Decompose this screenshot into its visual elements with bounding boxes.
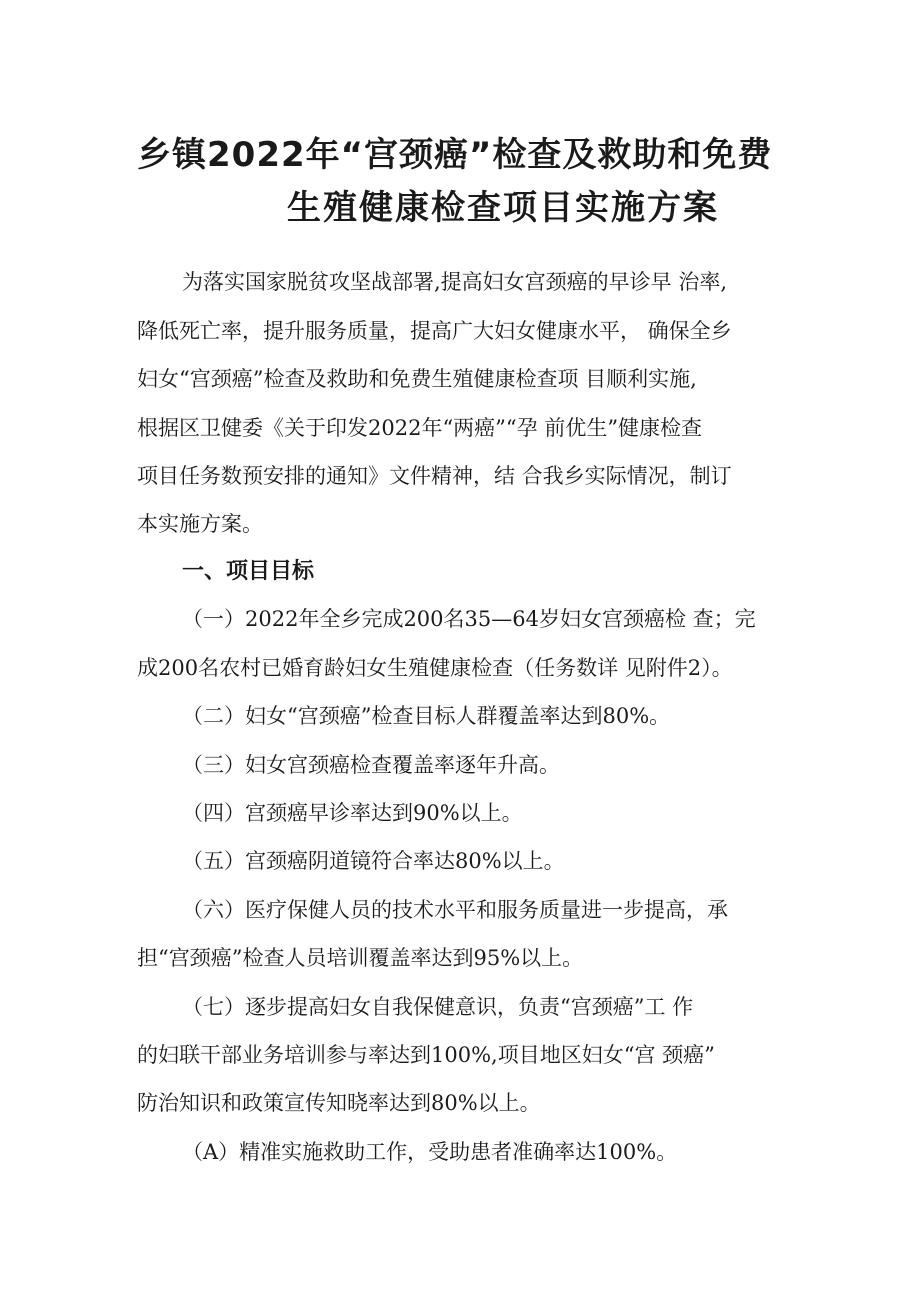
item-7-line-2: 的妇联干部业务培训参与率达到100%,项目地区妇女“宫 颈癌” <box>137 1043 715 1067</box>
intro-line-6: 本实施方案。 <box>137 512 263 536</box>
item-8: （A）精准实施救助工作，受助患者准确率达100%。 <box>182 1140 678 1164</box>
intro-line-1: 为落实国家脱贫攻坚战部署,提高妇女宫颈癌的早诊早 治率, <box>182 270 728 294</box>
intro-line-3: 妇女“宫颈癌”检查及救助和免费生殖健康检查项 目顺利实施, <box>137 367 697 391</box>
section-heading-objectives: 一、项目目标 <box>182 559 315 584</box>
item-1-line-2: 成200名农村已婚育龄妇女生殖健康检查（任务数详 见附件2）。 <box>137 656 733 680</box>
item-2: （二）妇女“宫颈癌”检查目标人群覆盖率达到80%。 <box>182 704 671 728</box>
document-title-line-2: 生殖健康检查项目实施方案 <box>287 188 719 228</box>
item-4: （四）宫颈癌早诊率达到90%以上。 <box>182 801 523 825</box>
intro-line-2: 降低死亡率，提升服务质量，提高广大妇女健康水平， 确保全乡 <box>137 319 732 343</box>
item-1-line-1: （一）2022年全乡完成200名35—64岁妇女宫颈癌检 查；完 <box>182 607 756 631</box>
item-7-line-1: （七）逐步提高妇女自我保健意识，负责“宫颈癌”工 作 <box>182 995 694 1019</box>
intro-line-5: 项目任务数预安排的通知》文件精神，结 合我乡实际情况，制订 <box>137 464 732 488</box>
intro-line-4: 根据区卫健委《关于印发2022年“两癌”“孕 前优生”健康检查 <box>137 416 703 440</box>
item-5: （五）宫颈癌阴道镜符合率达80%以上。 <box>182 849 565 873</box>
item-6-line-1: （六）医疗保健人员的技术水平和服务质量进一步提高，承 <box>182 898 728 922</box>
item-3: （三）妇女宫颈癌检查覆盖率逐年升高。 <box>182 753 560 777</box>
document-title-line-1: 乡镇2022年“宫颈癌”检查及救助和免费 <box>137 135 773 175</box>
item-7-line-3: 防治知识和政策宣传知晓率达到80%以上。 <box>137 1091 541 1115</box>
item-6-line-2: 担“宫颈癌”检查人员培训覆盖率达到95%以上。 <box>137 946 584 970</box>
